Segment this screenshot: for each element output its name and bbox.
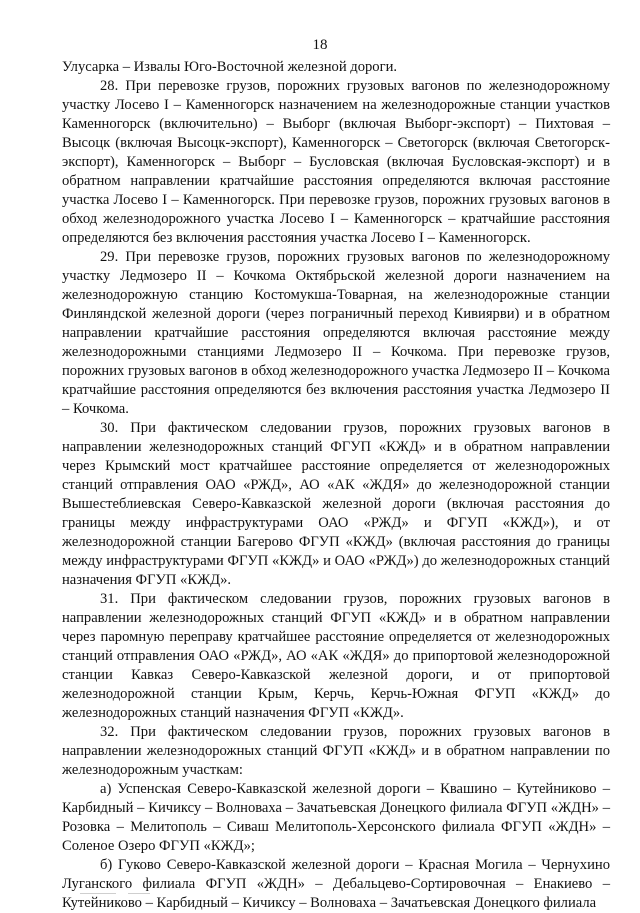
paragraph-28: 28. При перевозке грузов, порожних грузовых вагонов по железнодорожному участку Лосево I – Каменногорск назначением на железнодорожные станции участков Каменногорск (включительно) – Выборг (включая Выборг-экспорт) – Пихтовая – Высоцк (включая Высоцк-экспорт), Каменногорск – Светогорск (включая Светогорск-экспорт), Каменногорск – Выборг – Бусловская (включая Бусловская-экспорт) и в обратном направлении кратчайшие расстояния определяются включая расстояние участка Лосево I – Каменногорск. При перевозке грузов, порожних грузовых вагонов в обход железнодорожного участка Лосево I – Каменногорск – кратчайшие расстояния определяются без включения расстояния участка Лосево I – Каменногорск. bbox=[62, 78, 610, 246]
paragraph-31: 31. При фактическом следовании грузов, порожних грузовых вагонов в направлении железнодорожных станций ФГУП «КЖД» и в обратном направлении через паромную переправу кратчайшее расстояние определяется от железнодорожных станций отправления ОАО «РЖД», АО «АК «ЖДЯ» до припортовой железнодорожной станции Кавказ Северо-Кавказской железной дороги, и от припортовой железнодорожной станции Крым, Керчь, Керчь-Южная ФГУП «КЖД» до железнодорожных станций назначения ФГУП «КЖД». bbox=[62, 591, 610, 721]
paragraph-32-b: б) Гуково Северо-Кавказской железной дороги – Красная Могила – Чернухино Луганского филиала ФГУП «ЖДН» – Дебальцево-Сортировочная – Енакиево – Кутейниково – Карбидный – Кичиксу – Волноваха – Зачатьевская Донецкого филиала bbox=[62, 857, 610, 911]
paragraph-30: 30. При фактическом следовании грузов, порожних грузовых вагонов в направлении железнодорожных станций ФГУП «КЖД» и в обратном направлении через Крымский мост кратчайшее расстояние определяется от железнодорожных станций отправления ОАО «РЖД», АО «АК «ЖДЯ» до железнодорожной станции Вышестеблиевская Северо-Кавказской железной дороги (включая расстояния до границы между инфраструктурами ОАО «РЖД» и ФГУП «КЖД»), и от железнодорожной станции Багерово ФГУП «КЖД» (включая расстояния до границы между инфраструктурами ФГУП «КЖД» и ОАО «РЖД») до железнодорожных станций назначения ФГУП «КЖД». bbox=[62, 420, 610, 588]
paragraph-continuation: Улусарка – Извалы Юго-Восточной железной дороги. bbox=[62, 59, 398, 75]
scan-artifact bbox=[80, 893, 116, 894]
paragraph-29: 29. При перевозке грузов, порожних грузовых вагонов по железнодорожному участку Ледмозеро II – Кочкома Октябрьской железной дороги назначением на железнодорожную станцию Костомукша-Товарная, на железнодорожные станции Финляндской железной дороги (через пограничный переход Кивиярви) и в обратном направлении кратчайшие расстояния определяются включая расстояние между железнодорожными станциями Ледмозеро II – Кочкома. При перевозке грузов, порожних грузовых вагонов в обход железнодорожного участка Ледмозеро II – Кочкома кратчайшие расстояния определяются без включения расстояния участка Ледмозеро II – Кочкома. bbox=[62, 249, 610, 417]
page-number: 18 bbox=[312, 37, 328, 53]
document-body bbox=[62, 58, 610, 913]
paragraph-32: 32. При фактическом следовании грузов, порожних грузовых вагонов в направлении железнодорожных станций ФГУП «КЖД» и в обратном направлении по железнодорожным участкам: bbox=[62, 724, 610, 778]
scan-artifact bbox=[128, 893, 150, 894]
paragraph-32-a: а) Успенская Северо-Кавказской железной дороги – Квашино – Кутейниково – Карбидный – Кичиксу – Волноваха – Зачатьевская Донецкого филиала ФГУП «ЖДН» – Розовка – Мелитополь – Сиваш Мелитополь-Херсонского филиала ФГУП «ЖДН» – Соленое Озеро ФГУП «КЖД»; bbox=[62, 781, 610, 854]
